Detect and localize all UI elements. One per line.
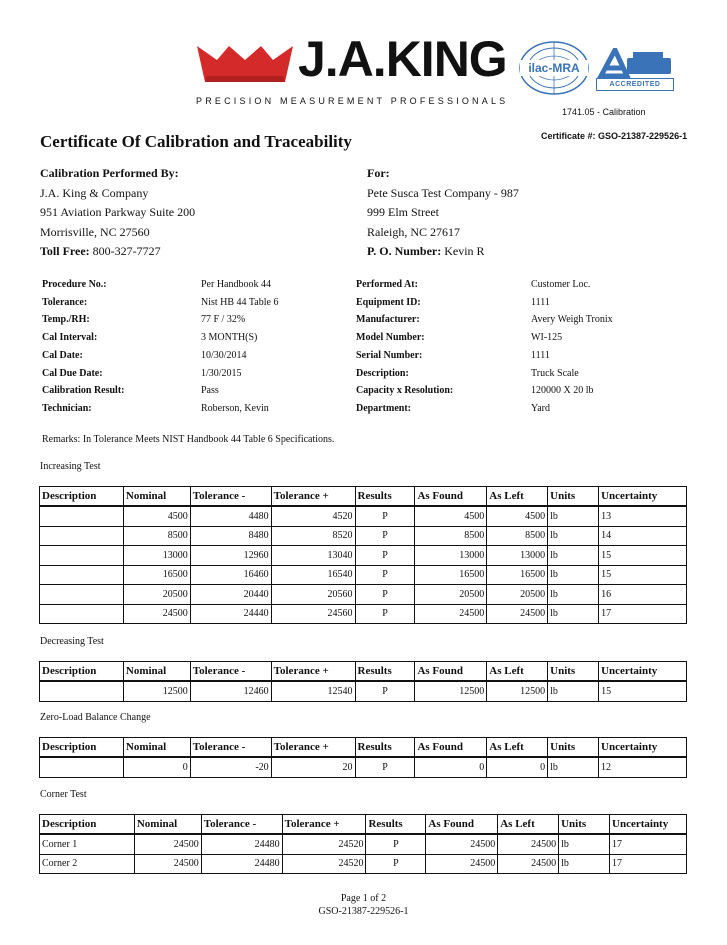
table-cell <box>40 526 124 546</box>
table-cell: lb <box>548 604 599 624</box>
table-cell <box>40 585 124 605</box>
table-cell: 16 <box>599 585 687 605</box>
section-title-increasing: Increasing Test <box>40 461 101 472</box>
detail-label: Department: <box>356 402 411 414</box>
table-cell: P <box>366 834 426 854</box>
table-header-row <box>40 662 687 682</box>
table-cell: lb <box>548 526 599 546</box>
table-cell <box>40 604 124 624</box>
detail-value: 1/30/2015 <box>201 367 242 379</box>
column-header: Tolerance + <box>271 662 355 682</box>
column-header: Results <box>355 487 415 507</box>
table-cell: 0 <box>123 757 190 777</box>
detail-label: Tolerance: <box>42 296 88 308</box>
column-header: Nominal <box>123 487 190 507</box>
section-title-decreasing: Decreasing Test <box>40 636 104 647</box>
table-cell: P <box>366 854 426 874</box>
detail-label: Cal Interval: <box>42 332 98 344</box>
table-cell: 24500 <box>415 604 487 624</box>
po-label: P. O. Number: <box>367 244 442 258</box>
table-cell: 13040 <box>271 546 355 566</box>
column-header: Tolerance + <box>271 487 355 507</box>
table-cell: 13000 <box>487 546 548 566</box>
table-cell: P <box>355 681 415 701</box>
column-header: Tolerance - <box>190 738 271 758</box>
footer-cert-number: GSO-21387-229526-1 <box>318 906 409 917</box>
table-cell: 20500 <box>123 585 190 605</box>
detail-value: 3 MONTH(S) <box>201 332 258 344</box>
column-header: As Found <box>415 662 487 682</box>
table-cell: 0 <box>487 757 548 777</box>
detail-value: Per Handbook 44 <box>201 279 271 290</box>
table-cell: 12500 <box>487 681 548 701</box>
table-cell: lb <box>548 565 599 585</box>
table-cell: 0 <box>415 757 487 777</box>
table-cell <box>40 565 124 585</box>
table-cell: 17 <box>610 854 687 874</box>
table-row <box>40 565 687 585</box>
table-row <box>40 546 687 566</box>
table-cell: 15 <box>599 546 687 566</box>
table-cell: 16540 <box>271 565 355 585</box>
detail-value: 1111 <box>531 296 550 308</box>
detail-label: Cal Due Date: <box>42 367 103 379</box>
performed-by-address2: Morrisville, NC 27560 <box>40 224 150 239</box>
page-number: Page 1 of 2 <box>340 893 387 904</box>
table-cell: 24520 <box>282 834 366 854</box>
table-cell: 12500 <box>415 681 487 701</box>
table-cell: 12500 <box>123 681 190 701</box>
table-cell: 24440 <box>190 604 271 624</box>
column-header: As Found <box>415 487 487 507</box>
corner-test-table <box>39 814 687 874</box>
table-cell: -20 <box>190 757 271 777</box>
accredited-badge: ACCREDITED <box>596 78 674 91</box>
table-row <box>40 506 687 526</box>
table-cell: 24500 <box>134 834 201 854</box>
table-row <box>40 604 687 624</box>
table-header-row <box>40 487 687 507</box>
customer-address1: 999 Elm Street <box>367 205 439 219</box>
table-cell: P <box>355 604 415 624</box>
brand-wordmark: J.A.KING <box>298 31 507 87</box>
table-cell: 4500 <box>415 506 487 526</box>
detail-label: Serial Number: <box>356 349 423 361</box>
table-cell: 12960 <box>190 546 271 566</box>
table-cell: 13000 <box>415 546 487 566</box>
table-cell: 20500 <box>487 585 548 605</box>
column-header: As Found <box>426 815 498 835</box>
column-header: Tolerance + <box>282 815 366 835</box>
table-header-row <box>40 815 687 835</box>
performed-by-block <box>40 164 195 262</box>
column-header: Units <box>548 487 599 507</box>
table-cell: 20 <box>271 757 355 777</box>
column-header: Description <box>40 815 135 835</box>
performed-by-heading: Calibration Performed By: <box>40 166 179 180</box>
table-cell: P <box>355 757 415 777</box>
details-right-labels <box>356 276 453 418</box>
table-row <box>40 681 687 701</box>
increasing-test-table <box>39 486 687 624</box>
customer-address2: Raleigh, NC 27617 <box>367 224 460 239</box>
table-cell <box>40 546 124 566</box>
detail-value: Truck Scale <box>531 367 579 379</box>
table-cell: 4500 <box>487 506 548 526</box>
detail-label: Procedure No.: <box>42 279 107 290</box>
column-header: As Left <box>487 662 548 682</box>
customer-block <box>367 164 519 262</box>
table-cell: 24500 <box>123 604 190 624</box>
page-title: Certificate Of Calibration and Traceability <box>40 132 352 151</box>
table-cell: Corner 2 <box>40 854 135 874</box>
table-cell: lb <box>559 854 610 874</box>
section-title-corner: Corner Test <box>40 789 87 800</box>
table-cell: Corner 1 <box>40 834 135 854</box>
table-cell: 17 <box>610 834 687 854</box>
table-cell: 24480 <box>201 854 282 874</box>
table-row <box>40 854 687 874</box>
table-cell: 8500 <box>487 526 548 546</box>
po-number: Kevin R <box>444 244 485 258</box>
details-left-labels <box>42 276 125 418</box>
detail-value: Yard <box>531 402 550 414</box>
accreditation-number: 1741.05 - Calibration <box>562 107 646 117</box>
table-cell: 16500 <box>123 565 190 585</box>
table-cell: 13000 <box>123 546 190 566</box>
decreasing-test-table <box>39 661 687 702</box>
column-header: Results <box>355 662 415 682</box>
column-header: Nominal <box>123 662 190 682</box>
table-cell: 20440 <box>190 585 271 605</box>
table-cell: 16460 <box>190 565 271 585</box>
column-header: Description <box>40 662 124 682</box>
detail-value: Avery Weigh Tronix <box>531 314 613 326</box>
footer <box>0 892 727 918</box>
table-cell: 24500 <box>134 854 201 874</box>
table-cell: 20500 <box>415 585 487 605</box>
table-row <box>40 585 687 605</box>
table-row <box>40 757 687 777</box>
table-cell: 15 <box>599 681 687 701</box>
column-header: As Found <box>415 738 487 758</box>
table-cell: 4480 <box>190 506 271 526</box>
table-cell <box>40 681 124 701</box>
zero-load-table <box>39 737 687 778</box>
column-header: Results <box>355 738 415 758</box>
column-header: As Left <box>487 738 548 758</box>
table-cell: 15 <box>599 565 687 585</box>
details-right-values <box>531 276 613 418</box>
table-cell: 24500 <box>498 834 559 854</box>
ilac-mra-seal <box>516 40 592 96</box>
table-cell: lb <box>548 681 599 701</box>
column-header: Tolerance - <box>190 487 271 507</box>
column-header: Units <box>559 815 610 835</box>
table-cell <box>40 757 124 777</box>
column-header: Nominal <box>134 815 201 835</box>
table-cell: 8500 <box>123 526 190 546</box>
table-cell: P <box>355 585 415 605</box>
table-cell: lb <box>548 546 599 566</box>
column-header: As Left <box>487 487 548 507</box>
brand-tagline: PRECISION MEASUREMENT PROFESSIONALS <box>196 96 509 106</box>
table-cell: 24520 <box>282 854 366 874</box>
table-cell: 8500 <box>415 526 487 546</box>
detail-label: Cal Date: <box>42 349 83 361</box>
table-cell: lb <box>548 585 599 605</box>
table-cell: 24500 <box>498 854 559 874</box>
customer-heading: For: <box>367 166 390 180</box>
detail-value: 1111 <box>531 349 550 361</box>
detail-label: Equipment ID: <box>356 296 421 308</box>
table-cell: 24500 <box>426 834 498 854</box>
table-cell: 17 <box>599 604 687 624</box>
performed-by-name: J.A. King & Company <box>40 185 149 200</box>
column-header: Uncertainty <box>599 662 687 682</box>
table-cell: 24500 <box>487 604 548 624</box>
detail-value: Roberson, Kevin <box>201 402 269 414</box>
detail-label: Temp./RH: <box>42 314 90 326</box>
table-cell: 16500 <box>415 565 487 585</box>
detail-label: Calibration Result: <box>42 385 125 397</box>
a2la-logo <box>597 48 675 78</box>
column-header: Uncertainty <box>599 738 687 758</box>
table-cell: lb <box>548 506 599 526</box>
table-cell: 4500 <box>123 506 190 526</box>
detail-value: Customer Loc. <box>531 279 591 290</box>
section-title-zero-load: Zero-Load Balance Change <box>40 712 151 723</box>
table-cell: P <box>355 506 415 526</box>
detail-label: Performed At: <box>356 279 418 290</box>
detail-value: 77 F / 32% <box>201 314 246 326</box>
column-header: Description <box>40 738 124 758</box>
column-header: Tolerance - <box>201 815 282 835</box>
phone-number: 800-327-7727 <box>92 244 161 258</box>
table-cell: 4520 <box>271 506 355 526</box>
remarks: Remarks: In Tolerance Meets NIST Handbook 44 Table 6 Specifications. <box>42 434 335 445</box>
table-cell: 12460 <box>190 681 271 701</box>
ilac-text: ilac-MRA <box>528 61 580 75</box>
table-cell: 12 <box>599 757 687 777</box>
table-cell <box>40 506 124 526</box>
detail-value: Nist HB 44 Table 6 <box>201 296 279 308</box>
table-cell: 16500 <box>487 565 548 585</box>
details-left-values <box>201 276 278 418</box>
detail-label: Capacity x Resolution: <box>356 385 454 397</box>
detail-label: Model Number: <box>356 332 425 344</box>
detail-label: Description: <box>356 367 409 379</box>
table-row <box>40 834 687 854</box>
table-cell: 24500 <box>426 854 498 874</box>
detail-value: WI-125 <box>531 332 563 344</box>
column-header: Units <box>548 738 599 758</box>
table-row <box>40 526 687 546</box>
table-cell: 24560 <box>271 604 355 624</box>
detail-label: Manufacturer: <box>356 314 420 326</box>
column-header: Units <box>548 662 599 682</box>
customer-name: Pete Susca Test Company - 987 <box>367 185 519 200</box>
column-header: Uncertainty <box>610 815 687 835</box>
table-cell: 8480 <box>190 526 271 546</box>
column-header: Nominal <box>123 738 190 758</box>
column-header: Uncertainty <box>599 487 687 507</box>
table-cell: 20560 <box>271 585 355 605</box>
table-cell: 12540 <box>271 681 355 701</box>
table-cell: 14 <box>599 526 687 546</box>
table-cell: lb <box>559 834 610 854</box>
performed-by-address1: 951 Aviation Parkway Suite 200 <box>40 205 196 219</box>
column-header: Tolerance + <box>271 738 355 758</box>
column-header: Results <box>366 815 426 835</box>
column-header: Description <box>40 487 124 507</box>
detail-label: Technician: <box>42 402 92 414</box>
phone-label: Toll Free: <box>40 244 90 258</box>
ja-king-crown-logo <box>195 40 295 84</box>
table-cell: 24480 <box>201 834 282 854</box>
detail-value: 10/30/2014 <box>201 349 247 361</box>
table-cell: P <box>355 526 415 546</box>
column-header: As Left <box>498 815 559 835</box>
certificate-number: Certificate #: GSO-21387-229526-1 <box>541 131 688 141</box>
table-cell: 13 <box>599 506 687 526</box>
table-header-row <box>40 738 687 758</box>
detail-value: 120000 X 20 lb <box>531 385 594 397</box>
column-header: Tolerance - <box>190 662 271 682</box>
detail-value: Pass <box>201 385 219 397</box>
table-cell: P <box>355 546 415 566</box>
table-cell: P <box>355 565 415 585</box>
table-cell: lb <box>548 757 599 777</box>
table-cell: 8520 <box>271 526 355 546</box>
